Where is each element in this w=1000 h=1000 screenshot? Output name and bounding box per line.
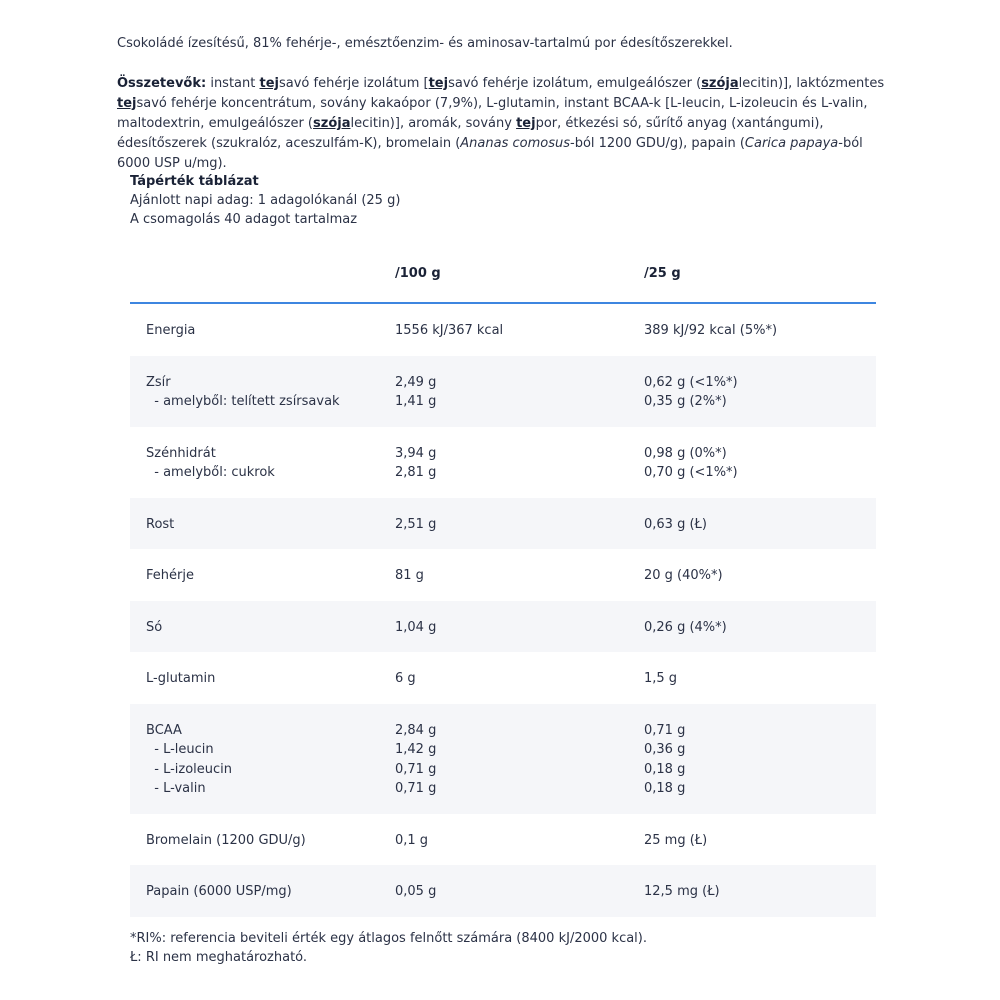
table-row: [130, 865, 876, 917]
footnote-ri: *RI%: referencia beviteli érték egy átlagos felnőtt számára (8400 kJ/2000 kcal).: [130, 931, 647, 946]
nutrient-name-cell: [146, 669, 215, 689]
table-row: [130, 498, 876, 550]
cell-text: 0,26 g (4%*): [644, 619, 727, 635]
table-row: [130, 601, 876, 653]
table-row: [130, 427, 876, 498]
cell-text: Papain (6000 USP/mg): [146, 884, 292, 899]
cell-text: 1556 kJ/367 kcal: [395, 323, 504, 338]
servings-per-pack: A csomagolás 40 adagot tartalmaz: [130, 212, 358, 227]
per-serving-cell: [644, 669, 677, 689]
nutrient-name-cell: [146, 373, 340, 412]
cell-text: 12,5 mg (Ł): [644, 884, 720, 899]
column-header-per-serving: /25 g: [644, 266, 681, 281]
per-100g-cell: [395, 373, 436, 412]
cell-text: 3,94 g: [395, 445, 437, 461]
cell-text: Zsír: [146, 374, 171, 390]
table-row: [130, 704, 876, 814]
per-100g-cell: [395, 721, 436, 799]
allergen-soy: szója: [701, 76, 739, 91]
table-row: [130, 356, 876, 427]
column-header-per-100g: /100 g: [395, 266, 441, 281]
cell-text: 20 g (40%*): [644, 568, 723, 583]
cell-text: - L-valin: [146, 781, 206, 796]
cell-text: BCAA: [146, 722, 182, 738]
per-serving-cell: [644, 373, 738, 412]
allergen-milk: tej: [516, 116, 536, 131]
cell-text: - amelyből: telített zsírsavak: [146, 394, 340, 409]
per-serving-cell: [644, 882, 720, 902]
nutrient-name-cell: [146, 721, 232, 799]
per-100g-cell: [395, 882, 436, 902]
cell-text: 0,63 g (Ł): [644, 516, 707, 532]
nutrient-name-cell: [146, 321, 195, 341]
table-row: [130, 652, 876, 704]
ingredients-paragraph: Összetevők: instant tejsavó fehérje izolátum [tejsavó fehérje izolátum, emulgeálószer (szójalecitin)], laktózmentes tejsavó fehérje koncentrátum, sovány kakaópor (7,9%), L-glutamin, instant BCAA-k [L-leucin, L-izoleucin és L-valin, maltodextrin, emulgeálószer (szójalecitin)], aromák, sovány tejpor, étkezési só, sűrítő anyag (xantángumi), édesítőszerek (szukralóz, aceszulfám-K), bromelain (Ananas comosus-ból 1200 GDU/g), papain (Carica papaya-ból 6000 USP u/mg).: [117, 76, 885, 171]
per-100g-cell: [395, 669, 416, 689]
cell-text: 2,81 g: [395, 465, 437, 480]
cell-text: Bromelain (1200 GDU/g): [146, 832, 306, 848]
cell-text: 389 kJ/92 kcal (5%*): [644, 323, 778, 338]
cell-text: 0,35 g (2%*): [644, 394, 727, 409]
per-100g-cell: [395, 515, 436, 535]
cell-text: 1,5 g: [644, 671, 678, 686]
nutrient-name-cell: [146, 831, 306, 851]
table-row: [130, 304, 876, 356]
cell-text: 1,04 g: [395, 619, 437, 635]
footnotes: [130, 929, 647, 967]
cell-text: 0,36 g: [644, 742, 686, 757]
cell-text: 0,71 g: [644, 722, 686, 738]
per-serving-cell: [644, 321, 777, 341]
table-row: [130, 549, 876, 601]
per-100g-cell: [395, 618, 436, 638]
per-100g-cell: [395, 321, 503, 341]
cell-text: 2,51 g: [395, 516, 437, 532]
cell-text: - L-leucin: [146, 742, 214, 757]
cell-text: 0,71 g: [395, 761, 437, 777]
cell-text: 1,41 g: [395, 394, 437, 409]
cell-text: - amelyből: cukrok: [146, 465, 275, 480]
cell-text: L-glutamin: [146, 671, 216, 686]
cell-text: - L-izoleucin: [146, 761, 233, 777]
table-body: [130, 304, 876, 917]
nutrient-name-cell: [146, 566, 194, 586]
cell-text: Fehérje: [146, 568, 194, 583]
per-serving-cell: [644, 566, 723, 586]
cell-text: 0,18 g: [644, 761, 686, 777]
ingredients-label: Összetevők:: [117, 76, 207, 91]
allergen-milk: tej: [117, 96, 137, 111]
table-header: [130, 256, 876, 304]
cell-text: 81 g: [395, 568, 424, 583]
per-serving-cell: [644, 831, 707, 851]
per-100g-cell: [395, 444, 436, 483]
nutrient-name-cell: [146, 882, 292, 902]
cell-text: 6 g: [395, 671, 416, 686]
cell-text: 0,05 g: [395, 884, 437, 899]
cell-text: 25 mg (Ł): [644, 832, 708, 848]
cell-text: Szénhidrát: [146, 445, 216, 461]
latin-name: Carica papaya: [744, 136, 839, 151]
per-serving-cell: [644, 444, 738, 483]
serving-info: [130, 172, 630, 229]
product-description: Csokoládé ízesítésű, 81% fehérje-, emésztőenzim- és aminosav-tartalmú por édesítőszerekkel.: [117, 36, 733, 51]
cell-text: Só: [146, 619, 163, 635]
footnote-undetermined: Ł: RI nem meghatározható.: [130, 950, 308, 965]
latin-name: Ananas comosus: [460, 136, 570, 151]
nutrient-name-cell: [146, 444, 275, 483]
cell-text: Rost: [146, 516, 175, 532]
cell-text: Energia: [146, 323, 196, 338]
allergen-milk: tej: [428, 76, 449, 91]
per-serving-cell: [644, 721, 685, 799]
per-100g-cell: [395, 831, 428, 851]
nutrient-name-cell: [146, 618, 162, 638]
nutrition-table: [130, 256, 876, 917]
serving-size: Ajánlott napi adag: 1 adagolókanál (25 g): [130, 193, 401, 208]
table-row: [130, 814, 876, 866]
per-100g-cell: [395, 566, 424, 586]
nutrient-name-cell: [146, 515, 174, 535]
cell-text: 1,42 g: [395, 742, 437, 757]
per-serving-cell: [644, 515, 707, 535]
cell-text: 0,62 g (<1%*): [644, 374, 738, 390]
per-serving-cell: [644, 618, 727, 638]
cell-text: 0,71 g: [395, 781, 437, 796]
cell-text: 0,98 g (0%*): [644, 445, 727, 461]
cell-text: 2,84 g: [395, 722, 437, 738]
cell-text: 0,1 g: [395, 832, 429, 848]
nutrition-table-heading: Tápérték táblázat: [130, 174, 259, 189]
allergen-milk: tej: [259, 76, 279, 91]
cell-text: 0,18 g: [644, 781, 686, 796]
cell-text: 0,70 g (<1%*): [644, 465, 738, 480]
allergen-soy: szója: [313, 116, 351, 131]
cell-text: 2,49 g: [395, 374, 437, 390]
